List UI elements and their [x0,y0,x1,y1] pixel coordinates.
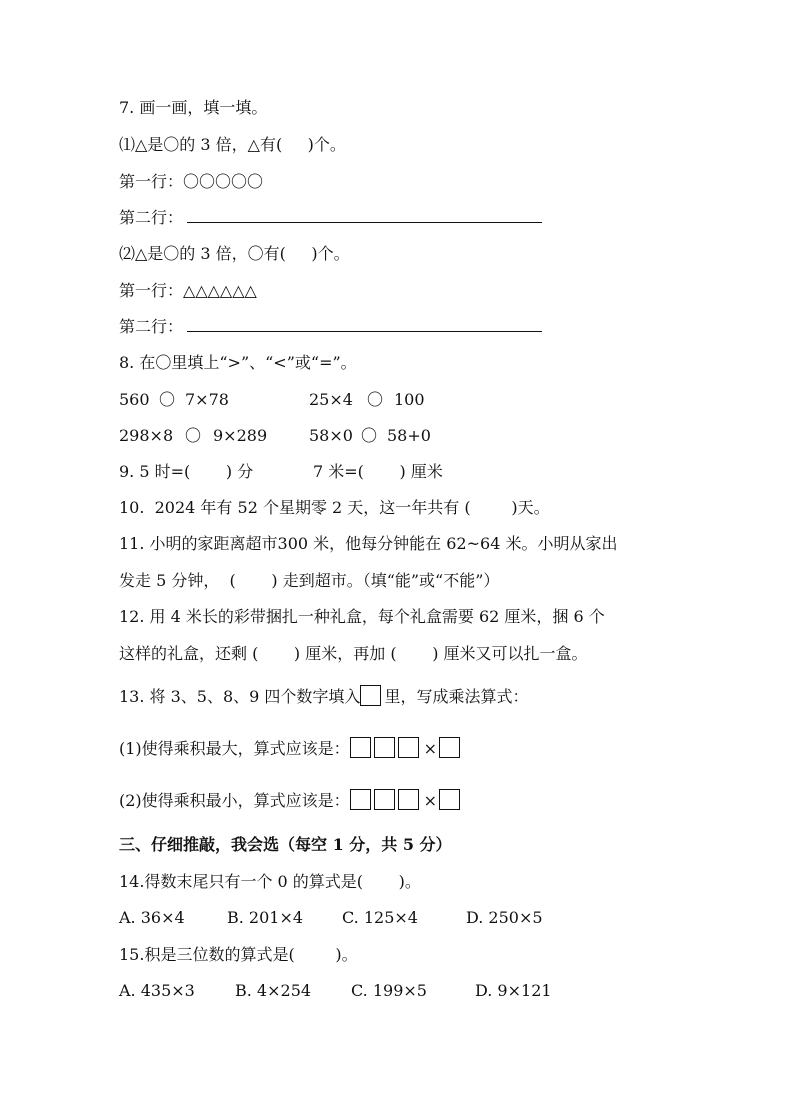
q11-line1: 11. 小明的家距离超市300 米，他每分钟能在 62~64 米。小明从家出 [119,534,618,553]
answer-line[interactable] [187,317,542,332]
times-sign: × [423,791,438,810]
answer-box[interactable] [374,789,395,810]
q12-line2: 这样的礼盒，还剩 ( ) 厘米，再加 ( ) 厘米又可以扎一盒。 [119,644,588,663]
compare-circle[interactable]: 〇 [185,426,202,445]
compare-circle[interactable]: 〇 [367,390,384,409]
option-d[interactable]: D. 250×5 [466,908,543,927]
option-a[interactable]: A. 435×3 [119,981,195,1000]
option-a[interactable]: A. 36×4 [119,908,185,927]
q13-part1: (1)使得乘积最大，算式应该是： × [119,737,463,759]
q13-intro: 13. 将 3、5、8、9 四个数字填入 里，写成乘法算式： [119,687,529,706]
section-3-heading: 三、仔细推敲，我会选（每空 1 分，共 5 分） [119,835,452,854]
option-d[interactable]: D. 9×121 [475,981,552,1000]
q7-part1-row2: 第二行： [119,207,542,229]
times-sign: × [423,739,438,758]
compare-circle[interactable]: 〇 [159,390,176,409]
answer-box[interactable] [439,737,460,758]
option-b[interactable]: B. 201×4 [227,908,304,927]
option-c[interactable]: C. 125×4 [342,908,418,927]
q8-row1: 560 〇 7×78 25×4 〇 100 [119,390,425,409]
q8-row2: 298×8 〇 9×289 58×0 〇 58+0 [119,426,431,445]
answer-box[interactable] [398,737,419,758]
q7-part1-row1: 第一行：〇〇〇〇〇 [119,172,264,191]
answer-box[interactable] [374,737,395,758]
answer-line[interactable] [187,208,542,223]
q14-stem: 14.得数末尾只有一个 0 的算式是( )。 [119,872,421,891]
q7-part1: ⑴△是〇的 3 倍，△有( )个。 [119,135,346,154]
answer-box[interactable] [398,789,419,810]
option-c[interactable]: C. 199×5 [351,981,427,1000]
circle-symbols: 〇〇〇〇〇 [183,172,264,191]
answer-box[interactable] [350,737,371,758]
triangle-symbols: △△△△△△ [183,281,257,300]
q7-part2-row1: 第一行：△△△△△△ [119,281,257,300]
answer-box[interactable] [439,789,460,810]
q9: 9. 5 时=( ) 分 7 米=( ) 厘米 [119,462,443,481]
q7-part2-row2: 第二行： [119,316,542,338]
q10: 10. 2024 年有 52 个星期零 2 天，这一年共有 ( )天。 [119,498,550,517]
q7-title: 7. 画一画，填一填。 [119,98,268,117]
q15-options [119,980,579,1002]
q12-line1: 12. 用 4 米长的彩带捆扎一种礼盒，每个礼盒需要 62 厘米，捆 6 个 [119,607,605,626]
q13-part2: (2)使得乘积最小，算式应该是： × [119,789,463,811]
blank-box [360,685,381,706]
compare-circle[interactable]: 〇 [361,426,378,445]
q14-options [119,907,579,929]
q7-part2: ⑵△是〇的 3 倍，〇有( )个。 [119,244,350,263]
option-b[interactable]: B. 4×254 [235,981,312,1000]
q11-line2: 发走 5 分钟， ( ) 走到超市。（填“能”或“不能”） [119,571,500,590]
q15-stem: 15.积是三位数的算式是( )。 [119,945,358,964]
answer-box[interactable] [350,789,371,810]
q8-title: 8. 在〇里填上“>”、“<”或“=”。 [119,353,357,372]
